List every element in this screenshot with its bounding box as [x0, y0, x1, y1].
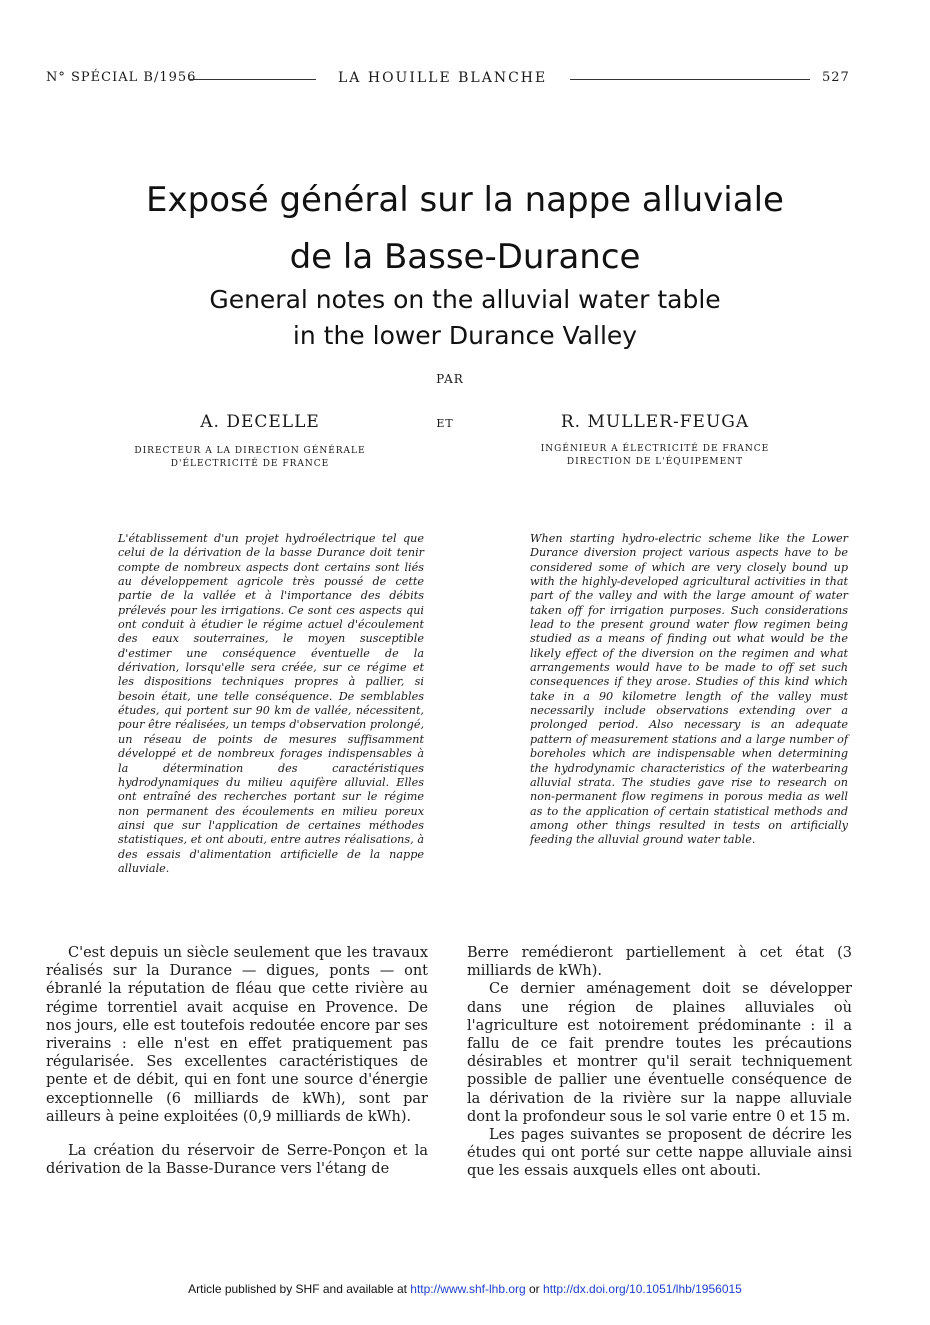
title-english-line-1: General notes on the alluvial water table — [209, 285, 721, 314]
title-english-line-2: in the lower Durance Valley — [292, 321, 638, 350]
body-paragraph: C'est depuis un siècle seulement que les travaux réalisés sur la Durance — digues, ponts — ont ébranlé la réputation de fléau que cette rivière au régime torrentiel avait acquise en Provence. De nos jours, elle est toutefois redoutée encore par ses riverains : elle n'est en effet pratiquement pas régularisée. Ses excellentes caractéristiques de pente et de débit, qui en font une source d'énergie exceptionnelle (6 milliards de kWh), sont par ailleurs à peine exploitées (0,9 milliards de kWh). — [46, 945, 428, 1125]
title-french — [60, 172, 870, 286]
body-column-right — [467, 944, 852, 1181]
body-column-left — [46, 944, 428, 1178]
body-paragraph: Berre remédieront partiellement à cet état (3 milliards de kWh). — [467, 945, 852, 980]
abstract-english: When starting hydro-electric scheme like the Lower Durance diversion project various aspects have to be considered some of which are very closely bound up with the highly-developed agricultural activities in that part of the valley and with the large amount of water taken off for irrigation purposes. Such considerations lead to the present ground water flow regimen being studied as a means of finding out what would be the likely effect of the diversion on the regimen and what arrangements would have to be made to off set such consequences if they arose. Studies of this kind which take in a 90 kilometre length of the valley must necessarily include observations extending over a prolonged period. Also necessary is an adequate pattern of measurement stations and a large number of boreholes which are indispensable when determining the hydrodynamic characteristics of the waterbearing alluvial strata. The studies gave rise to research on non-permanent flow regimens in porous media as well as to the application of certain statistical methods and among other things resulted in tests on artificially feeding the alluvial ground water table. — [530, 532, 848, 847]
title-english — [60, 282, 870, 354]
body-paragraph: Les pages suivantes se proposent de décrire les études qui ont porté sur cette nappe alluviale ainsi que les essais auxquels elles ont abouti. — [467, 1127, 852, 1180]
affiliation-2-line-1: INGÉNIEUR A ÉLECTRICITÉ DE FRANCE — [540, 444, 770, 454]
affiliation-1-line-2: D'ÉLECTRICITÉ DE FRANCE — [170, 459, 330, 469]
footer-link-shf[interactable]: http://www.shf-lhb.org — [410, 1282, 526, 1296]
abstract-french: L'établissement d'un projet hydroélectrique tel que celui de la dérivation de la basse Durance doit tenir compte de nombreux aspects dont certains sont liés au développement agricole très poussé de cette partie de la vallée et à l'importance des débits prélevés pour les irrigations. Ce sont ces aspects qui ont conduit à étudier le régime actuel d'écoulement des eaux souterraines, le moyen susceptible d'estimer une conséquence éventuelle de la dérivation, lorsqu'elle sera créée, sur ce régime et les dispositions techniques propres à pallier, si besoin était, une telle conséquence. De semblables études, qui portent sur 90 km de vallée, nécessitent, pour être réalisées, un temps d'observation prolongé, un réseau de points de mesures suffisamment développé et de nombreux forages indispensables à la détermination des caractéristiques hydrodynamiques du milieu aquifère alluvial. Elles ont entraîné des recherches portant sur le régime non permanent des écoulements en milieu poreux ainsi que sur l'application de certaines méthodes statistiques, et ont abouti, entre autres réalisations, à des essais d'alimentation artificielle de la nappe alluviale. — [118, 532, 424, 875]
page-number: 527 — [822, 70, 850, 85]
header-rule-right — [570, 79, 810, 80]
by-label: PAR — [436, 372, 464, 386]
header-rule-left — [190, 79, 316, 80]
affiliation-2-line-2: DIRECTION DE L'ÉQUIPEMENT — [566, 457, 744, 467]
footer-link-doi[interactable]: http://dx.doi.org/10.1051/lhb/1956015 — [543, 1282, 742, 1296]
affiliation-1-line-1: DIRECTEUR A LA DIRECTION GÉNÉRALE — [134, 446, 366, 456]
author-affiliation-1 — [100, 445, 400, 471]
footer-middle: or — [525, 1282, 544, 1296]
author-affiliation-2 — [520, 443, 790, 469]
author-name-1: A. DECELLE — [200, 412, 320, 432]
and-label: ET — [436, 417, 454, 430]
title-french-line-1: Exposé général sur la nappe alluviale — [146, 180, 784, 220]
body-paragraph: La création du réservoir de Serre-Ponçon et la dérivation de la Basse-Durance vers l'étang de — [46, 1143, 428, 1178]
title-french-line-2: de la Basse-Durance — [289, 237, 641, 277]
publication-footer — [0, 1282, 930, 1296]
body-paragraph: Ce dernier aménagement doit se développer dans une région de plaines alluviales où l'agriculture est notoirement prédominante : il a fallu de ce fait prendre toutes les précautions désirables et montrer qu'il serait techniquement possible de pallier une éventuelle conséquence de la dérivation de la rivière sur la nappe alluviale dont la profondeur sous le sol varie entre 0 et 15 m. — [467, 981, 852, 1125]
author-name-2: R. MULLER-FEUGA — [560, 412, 750, 432]
paragraph-gap — [46, 1126, 428, 1142]
journal-name: LA HOUILLE BLANCHE — [338, 70, 548, 86]
footer-prefix: Article published by SHF and available at — [188, 1282, 411, 1296]
issue-label: N° SPÉCIAL B/1956 — [46, 70, 197, 85]
